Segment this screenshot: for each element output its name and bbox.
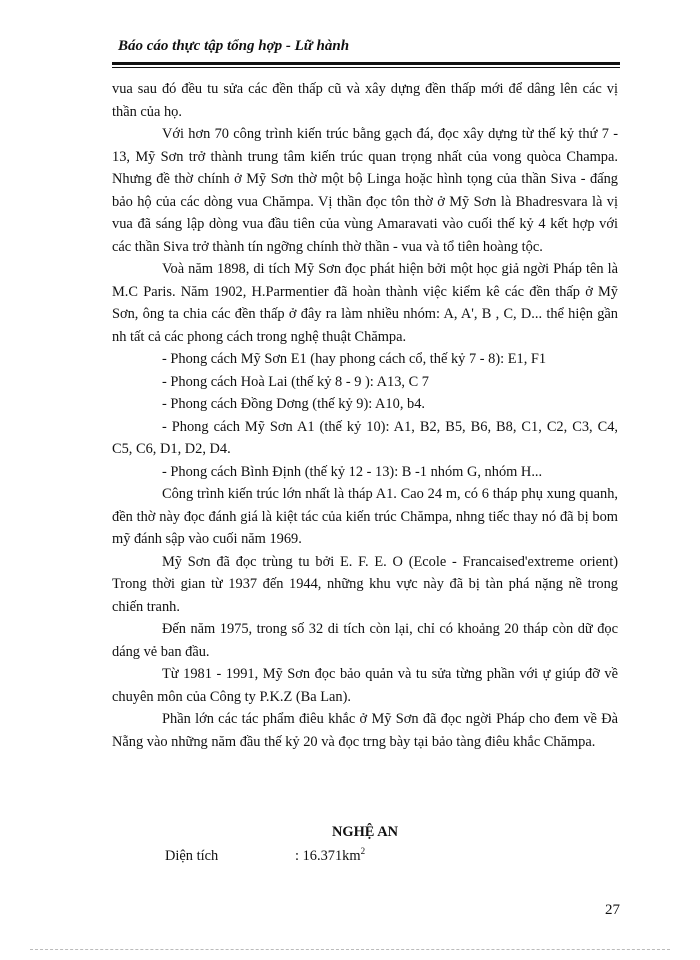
paragraph-architecture: Với hơn 70 công trình kiến trúc bằng gạch đá, đọc xây dựng từ thế kỷ thứ 7 - 13, Mỹ Sơn trở thành trung tâm kiến trúc quan trọng nhất của vong quòca Champa. Nhưng đề thờ chính ở Mỹ Sơn thờ một bộ Linga hoặc hình tọng của thần Siva - đấng bảo hộ của các dòng vua Chămpa. Vị thần đọc tôn thờ ở Mỹ Sơn là Bhadresvara là vị vua đã sáng lập dòng vua đầu tiên của vùng Amaravati vào cuối thế kỷ 4 kết hợp với các thần Siva trở thành tín ngỡng chính thờ thần - vua và tổ tiên hoàng tộc. (112, 126, 618, 255)
style-list-item: - Phong cách Đồng Dơng (thế kỷ 9): A10, b4. (162, 396, 426, 412)
page-number: 27 (605, 902, 620, 918)
area-row (165, 846, 365, 865)
section-title: NGHỆ AN (332, 824, 398, 840)
area-unit-superscript: 2 (360, 846, 366, 856)
paragraph-sculptures: Phần lớn các tác phẩm điêu khắc ở Mỹ Sơn đã đọc ngời Pháp cho đem về Đà Nẵng vào những năm đầu thế kỷ 20 và đọc trng bày tại bảo tàng điêu khắc Chămpa. (112, 711, 618, 750)
paragraph-continuation: vua sau đó đều tu sửa các đền thấp cũ và xây dựng đền thấp mới để dâng lên các vị thần của họ. (112, 81, 618, 120)
body-text (112, 78, 618, 753)
paragraph-discovery: Voà năm 1898, di tích Mỹ Sơn đọc phát hiện bởi một học giả ngời Pháp tên là M.C Paris. Năm 1902, H.Parmentier đã hoàn thành việc kiểm kê các đền thấp ở Mỹ Sơn, ông ta chia các đền thấp ở đây ra làm nhiều nhóm: A, A', B , C, D... thể hiện gần nh tất cả các phong cách trong nghệ thuật Chămpa. (112, 261, 618, 345)
footer-rule (30, 949, 670, 950)
header-rule-thin (112, 67, 620, 68)
style-list-item: - Phong cách Hoà Lai (thế kỷ 8 - 9 ): A13, C 7 (162, 373, 429, 390)
area-label: Diện tích (165, 847, 219, 864)
paragraph-remaining: Đến năm 1975, trong số 32 di tích còn lại, chỉ có khoảng 20 tháp còn dữ đọc dáng vẻ ban đầu. (112, 621, 618, 660)
running-header: Báo cáo thực tập tổng hợp - Lữ hành (118, 38, 350, 54)
paragraph-tower-a1: Công trình kiến trúc lớn nhất là tháp A1. Cao 24 m, có 6 tháp phụ xung quanh, đền thờ này đọc đánh giá là kiệt tác của kiến trúc Chămpa, nhng tiếc thay nó đã bị bom mỹ đánh sập vào cuối năm 1969. (112, 486, 618, 547)
style-list-item: - Phong cách Mỹ Sơn E1 (hay phong cách cổ, thế kỷ 7 - 8): E1, F1 (162, 351, 547, 367)
style-list-item: - Phong cách Bình Định (thế kỷ 12 - 13): B -1 nhóm G, nhóm H... (162, 463, 543, 480)
paragraph-preservation: Từ 1981 - 1991, Mỹ Sơn đọc bảo quản và tu sửa từng phần với ự giúp đỡ về chuyên môn của Công ty P.K.Z (Ba Lan). (112, 666, 618, 705)
area-value: : 16.371km (295, 847, 361, 864)
header-rule-thick (112, 62, 620, 65)
paragraph-restoration: Mỹ Sơn đã đọc trùng tu bởi E. F. E. O (Ecole - Francaised'extreme orient) Trong thời gian từ 1937 đến 1944, những khu vực này đã bị tàn phá nặng nề trong chiến tranh. (112, 553, 618, 615)
style-list-item: - Phong cách Mỹ Sơn A1 (thế kỷ 10): A1, B2, B5, B6, B8, C1, C2, C3, C4, C5, C6, D1, D2, D4. (112, 418, 618, 457)
